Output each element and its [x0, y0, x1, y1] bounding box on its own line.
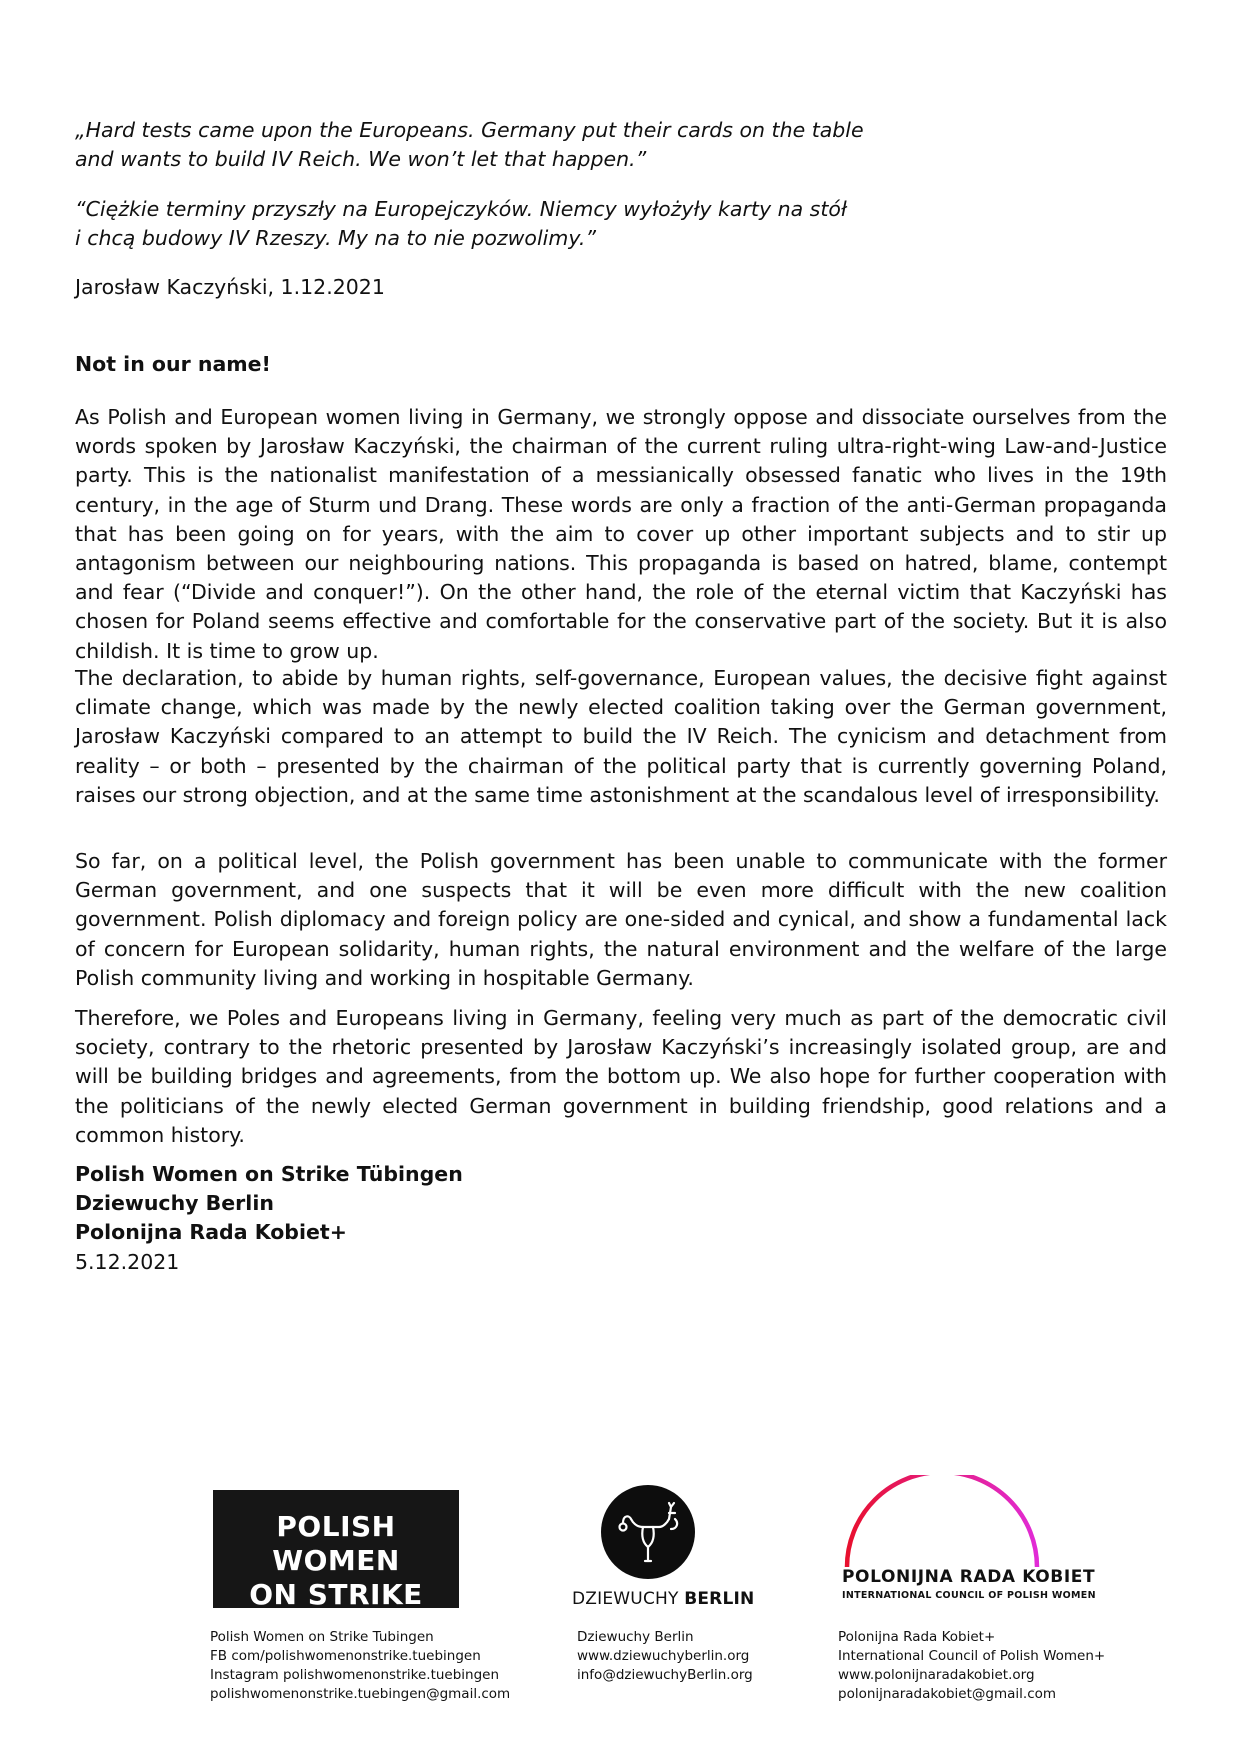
prk-logo-title: POLONIJNA RADA KOBIET — [842, 1567, 1096, 1587]
contact-line: International Council of Polish Women+ — [838, 1648, 1106, 1664]
sign-date: 5.12.2021 — [75, 1249, 180, 1274]
quote-line: „Hard tests came upon the Europeans. Germany put their cards on the table — [75, 118, 864, 142]
dziewuchy-logo-word: BERLIN — [684, 1589, 755, 1609]
contact-line: polonijnaradakobiet@gmail.com — [838, 1686, 1057, 1702]
uterus-icon — [601, 1485, 695, 1579]
contact-line: Polonijna Rada Kobiet+ — [838, 1629, 996, 1645]
dziewuchy-logo-text — [572, 1589, 754, 1609]
attribution: Jarosław Kaczyński, 1.12.2021 — [75, 275, 385, 299]
pwos-logo-city: Tübingen — [333, 1612, 377, 1622]
dziewuchy-logo-word: DZIEWUCHY — [572, 1589, 679, 1609]
contact-line: info@dziewuchyBerlin.org — [577, 1667, 753, 1683]
paragraph-3: So far, on a political level, the Polish government has been unable to communicate with the former German government, and one suspects that it will be even more difficult with the new coalition government. Polish diplomacy and foreign policy are one-sided and cynical, and show a fundamental lack of concern for European solidarity, human rights, the natural environment and the welfare of the large Polish community living and working in hospitable Germany. — [75, 849, 1167, 990]
quote-line: i chcą budowy IV Rzeszy. My na to nie pozwolimy.” — [75, 226, 596, 250]
contact-line: Polish Women on Strike Tubingen — [210, 1629, 434, 1645]
contact-line: Instagram polishwomenonstrike.tuebingen — [210, 1667, 500, 1683]
contact-line: FB com/polishwomenonstrike.tuebingen — [210, 1648, 481, 1664]
quote-line: and wants to build IV Reich. We won’t let that happen.” — [75, 147, 647, 171]
dziewuchy-contact — [577, 1628, 753, 1685]
contact-line: polishwomenonstrike.tuebingen@gmail.com — [210, 1686, 511, 1702]
pwos-logo-line: POLISH WOMEN — [272, 1510, 400, 1577]
quote-english — [75, 116, 1167, 174]
quote-line: “Ciężkie terminy przyszły na Europejczyków. Niemcy wyłożyły karty na stół — [75, 197, 847, 221]
quote-polish — [75, 195, 1167, 253]
signatory: Polonijna Rada Kobiet+ — [75, 1220, 347, 1245]
dziewuchy-logo-circle — [601, 1485, 695, 1579]
pwos-logo — [213, 1490, 459, 1622]
contact-line: www.polonijnaradakobiet.org — [838, 1667, 1035, 1683]
prk-logo-subtitle: INTERNATIONAL COUNCIL OF POLISH WOMEN — [842, 1590, 1096, 1601]
signatory: Dziewuchy Berlin — [75, 1191, 274, 1216]
signatory: Polish Women on Strike Tübingen — [75, 1162, 463, 1186]
pwos-logo-line: ON STRIKE — [249, 1578, 423, 1611]
paragraph-1: As Polish and European women living in Germany, we strongly oppose and dissociate ourselves from the words spoken by Jarosław Kaczyński, the chairman of the current ruling ultra-right-wing Law-and-Justice party. This is the nationalist manifestation of a messianically obsessed fanatic who lives in the 19th century, in the age of Sturm und Drang. These words are only a fraction of the anti-German propaganda that has been going on for years, with the aim to cover up other important subjects and to stir up antagonism between our neighbouring nations. This propaganda is based on hatred, blame, contempt and fear (“Divide and conquer!”). On the other hand, the role of the eternal victim that Kaczyński has chosen for Poland seems effective and comfortable for the conservative part of the society. But it is also childish. It is time to grow up. — [75, 405, 1167, 663]
signatories — [75, 1160, 463, 1277]
paragraph-2: The declaration, to abide by human rights, self-governance, European values, the decisive fight against climate change, which was made by the newly elected coalition taking over the German government, Jarosław Kaczyński compared to an attempt to build the IV Reich. The cynicism and detachment from reality – or both – presented by the chairman of the political party that is currently governing Poland, raises our strong objection, and at the same time astonishment at the scandalous level of irresponsibility. — [75, 666, 1167, 807]
paragraph-4: Therefore, we Poles and Europeans living in Germany, feeling very much as part of the democratic civil society, contrary to the rhetoric presented by Jarosław Kaczyński’s increasingly isolated group, are and will be building bridges and agreements, from the bottom up. We also hope for further cooperation with the politicians of the newly elected German government in building friendship, good relations and a common history. — [75, 1006, 1167, 1147]
heading: Not in our name! — [75, 352, 271, 376]
contact-line: Dziewuchy Berlin — [577, 1629, 694, 1645]
prk-contact — [838, 1628, 1105, 1704]
contact-line: www.dziewuchyberlin.org — [577, 1648, 750, 1664]
pwos-contact — [210, 1628, 510, 1704]
